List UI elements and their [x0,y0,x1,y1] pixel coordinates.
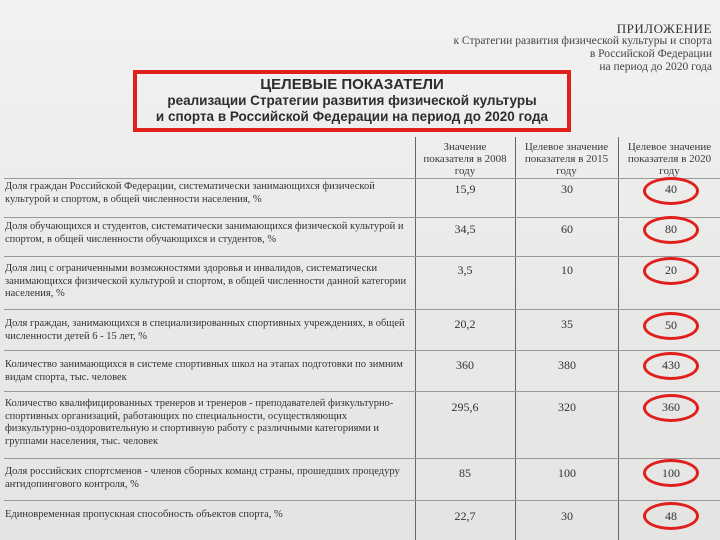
table-divider [415,137,416,540]
document-heading [133,76,571,125]
highlight-circle [643,352,699,380]
row-separator [4,309,720,310]
indicator-label: Единовременная пропускная способность объектов спорта, % [5,509,283,520]
highlight-circle [643,257,699,285]
value-2008: 34,5 [454,222,476,236]
indicator-label: Доля граждан Российской Федерации, систематически занимающихся физической культурой и спортом, в общей численности населения, % [5,181,375,205]
indicator-label: Доля лиц с ограниченными возможностями здоровья и инвалидов, систематически занимающихся физической культурой и спортом, в общей численности данной категории населения, % [5,263,407,299]
indicator-label: Доля обучающихся и студентов, систематически занимающихся физической культурой и спортом, в общей численности обучающихся и студентов, % [5,221,404,245]
value-2020: 20 [665,263,677,277]
row-separator [4,178,720,179]
value-2020: 80 [665,222,677,236]
row-separator [4,391,720,392]
highlight-circle [643,459,699,487]
row-separator [4,350,720,351]
indicator-label: Количество занимающихся в системе спортивных школ на этапах подготовки по зимним видам спорта, тыс. человек [5,359,403,383]
value-2015: 380 [558,358,576,372]
table-divider [618,137,619,540]
highlight-circle [643,177,699,205]
value-2020: 48 [665,509,677,523]
value-2008: 22,7 [454,509,476,523]
value-2008: 3,5 [457,263,473,277]
highlight-circle [643,394,699,422]
value-2020: 50 [665,318,677,332]
appendix-title: ПРИЛОЖЕНИЕ [616,21,712,36]
value-2015: 100 [558,466,576,480]
row-separator [4,458,720,459]
value-2015: 30 [561,182,573,196]
value-2020: 360 [662,400,680,414]
value-2008: 15,9 [454,182,476,196]
value-2008: 360 [456,358,474,372]
appendix-note [412,22,712,74]
value-2015: 30 [561,509,573,523]
highlight-circle [643,502,699,530]
value-2015: 10 [561,263,573,277]
column-header-2015: Целевое значение показателя в 2015 году [524,141,609,177]
column-header-2008: Значение показателя в 2008 году [423,141,507,177]
appendix-line: в Российской Федерации [589,48,712,60]
highlight-circle [643,216,699,244]
value-2008: 20,2 [454,317,476,331]
value-2020: 40 [665,182,677,196]
value-2020: 430 [662,358,680,372]
appendix-line: на период до 2020 года [599,61,712,73]
indicator-label: Количество квалифицированных тренеров и тренеров - преподавателей физкультурно-спортивных организаций, работающих по специальности, осуществляющих физкультурно-оздоровительную и спортивную работу с различными категориями и группами населения, тыс. человек [5,398,394,447]
heading-title: ЦЕЛЕВЫЕ ПОКАЗАТЕЛИ [260,76,444,93]
row-separator [4,256,720,257]
highlight-circle [643,312,699,340]
heading-subtitle: реализации Стратегии развития физической культуры [167,93,537,108]
value-2008: 85 [459,466,471,480]
value-2015: 35 [561,317,573,331]
row-separator [4,500,720,501]
row-separator [4,217,720,218]
appendix-line: к Стратегии развития физической культуры и спорта [453,35,712,47]
value-2008: 295,6 [451,400,479,414]
value-2015: 60 [561,222,573,236]
column-header-2020: Целевое значение показателя в 2020 году [627,141,712,177]
value-2015: 320 [558,400,576,414]
value-2020: 100 [662,466,680,480]
indicator-label: Доля граждан, занимающихся в специализированных спортивных учреждениях, в общей численности детей 6 - 15 лет, % [5,318,405,342]
table-divider [515,137,516,540]
heading-subtitle: и спорта в Российской Федерации на период до 2020 года [155,109,549,124]
indicator-label: Доля российских спортсменов - членов сборных команд страны, прошедших процедуру антидопингового контроля, % [5,466,400,490]
